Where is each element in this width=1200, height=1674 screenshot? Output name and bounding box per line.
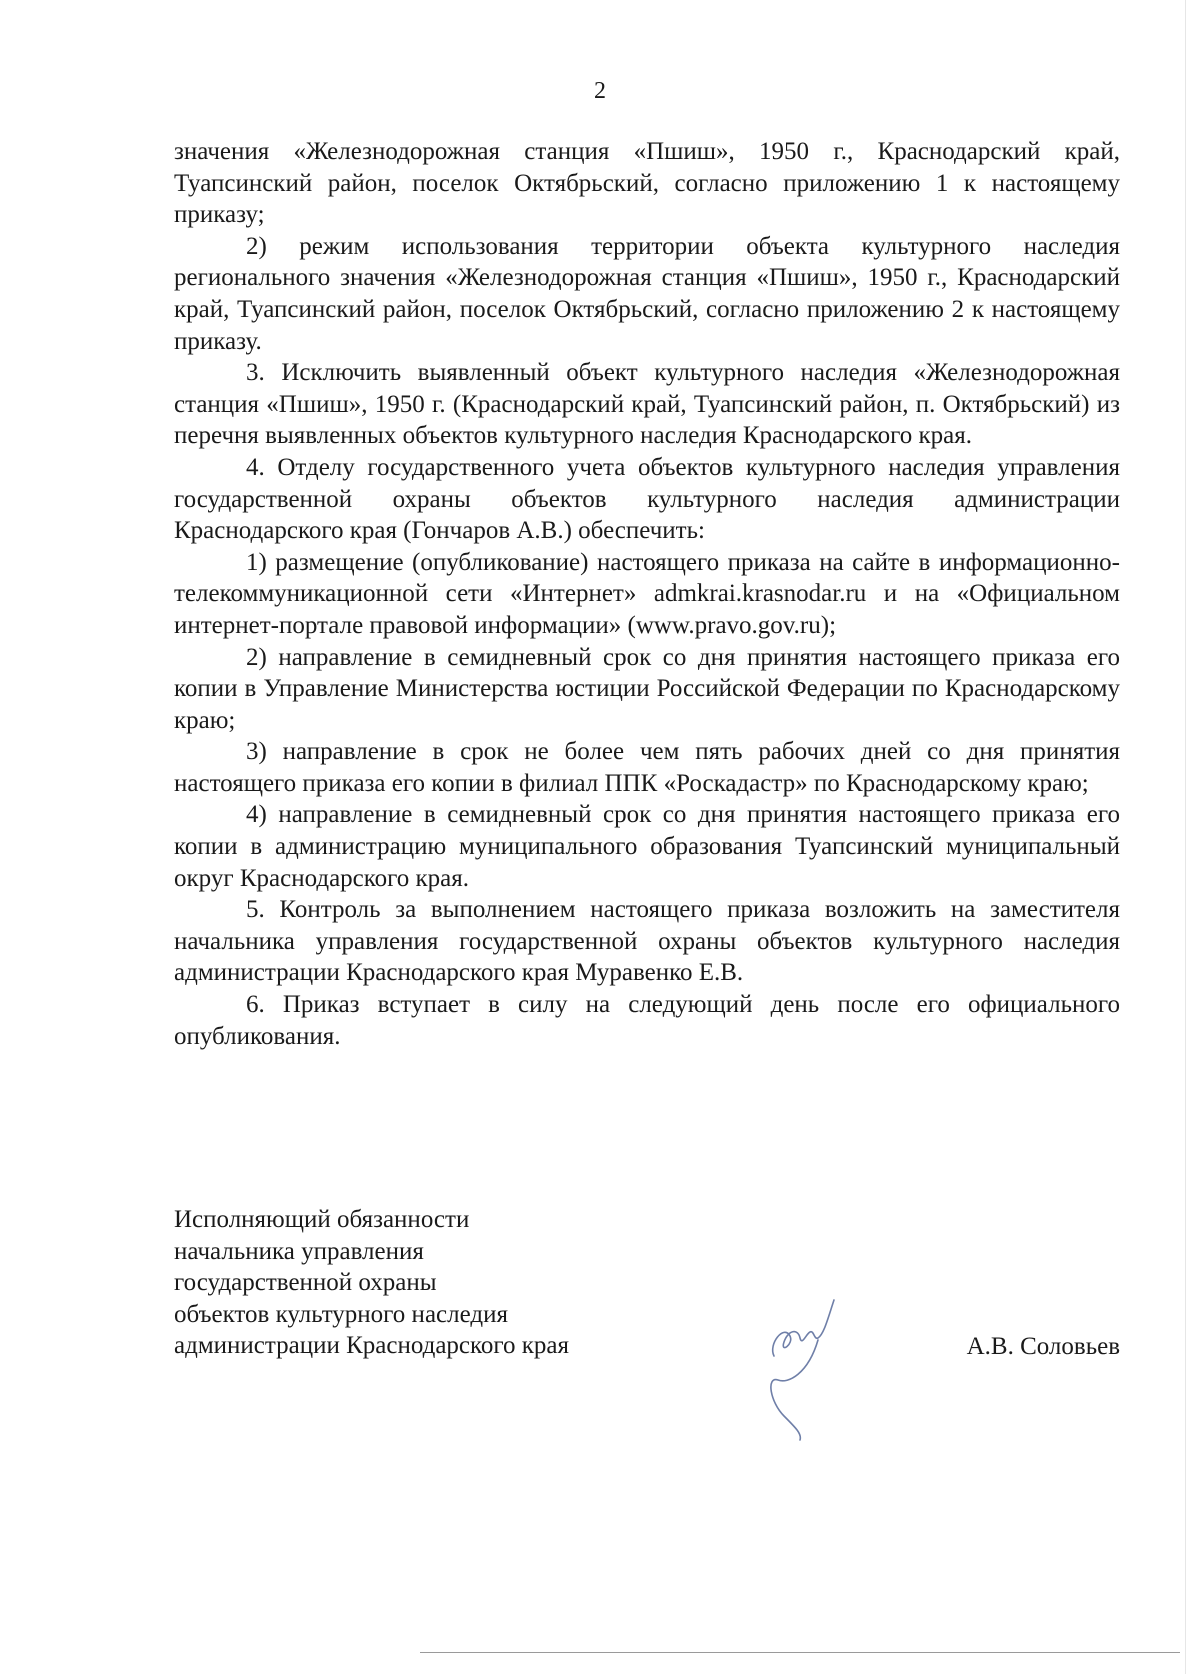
signatory-name: А.В. Соловьев bbox=[966, 1333, 1120, 1360]
signature-block bbox=[174, 1204, 1120, 1404]
paragraph-subitem-1-publish: 1) размещение (опубликование) настоящего приказа на сайте в информационно-телекоммуникационной сети «Интернет» admkrai.krasnodar.ru и на «Официальном интернет-портале правовой информации» (www.pravo.gov.ru); bbox=[174, 548, 1120, 639]
document-body bbox=[174, 136, 1120, 1052]
signatory-position-line: администрации Краснодарского края bbox=[174, 1332, 570, 1360]
page-number: 2 bbox=[594, 78, 606, 104]
paragraph-item-4-department: 4. Отделу государственного учета объектов культурного наследия управления государственной охраны объектов культурного наследия администрации Краснодарского края (Гончаров А.В.) обеспечить: bbox=[174, 453, 1120, 545]
paragraph-item-3-exclude: 3. Исключить выявленный объект культурного наследия «Железнодорожная станция «Пшиш», 1950 г. (Краснодарский край, Туапсинский район, п. Октябрьский) из перечня выявленных объектов культурного наследия Краснодарского края. bbox=[174, 359, 1120, 450]
paragraph-subitem-2-justice: 2) направление в семидневный срок со дня принятия настоящего приказа его копии в Управление Министерства юстиции Российской Федерации по Краснодарскому краю; bbox=[174, 643, 1120, 734]
bottom-rule-line bbox=[420, 1652, 1180, 1653]
signatory-position-line: Исполняющий обязанности bbox=[174, 1206, 470, 1233]
signatory-position-line: объектов культурного наследия bbox=[174, 1300, 508, 1328]
paragraph-item-6-effective: 6. Приказ вступает в силу на следующий день после его официального опубликования. bbox=[174, 991, 1120, 1050]
paragraph-subitem-4-municipality: 4) направление в семидневный срок со дня принятия настоящего приказа его копии в администрацию муниципального образования Туапсинский муниципальный округ Краснодарского края. bbox=[174, 801, 1120, 892]
paragraph-continuation: значения «Железнодорожная станция «Пшиш», 1950 г., Краснодарский край, Туапсинский район, поселок Октябрьский, согласно приложению 1 к настоящему приказу; bbox=[174, 138, 1120, 229]
paragraph-item-2-regime: 2) режим использования территории объекта культурного наследия регионального значения «Железнодорожная станция «Пшиш», 1950 г., Краснодарский край, Туапсинский район, поселок Октябрьский, согласно приложению 2 к настоящему приказу. bbox=[174, 232, 1120, 355]
paragraph-subitem-3-cadastre: 3) направление в срок не более чем пять рабочих дней со дня принятия настоящего приказа его копии в филиал ППК «Роскадастр» по Краснодарскому краю; bbox=[174, 738, 1120, 797]
signatory-position bbox=[174, 1204, 694, 1362]
paragraph-item-5-control: 5. Контроль за выполнением настоящего приказа возложить на заместителя начальника управления государственной охраны объектов культурного наследия администрации Краснодарского края Муравенко Е.В. bbox=[174, 896, 1120, 987]
signatory-position-line: государственной охраны bbox=[174, 1269, 437, 1297]
scan-edge-line bbox=[1185, 0, 1186, 1674]
signatory-position-line: начальника управления bbox=[174, 1237, 424, 1265]
handwritten-signature bbox=[744, 1284, 854, 1444]
